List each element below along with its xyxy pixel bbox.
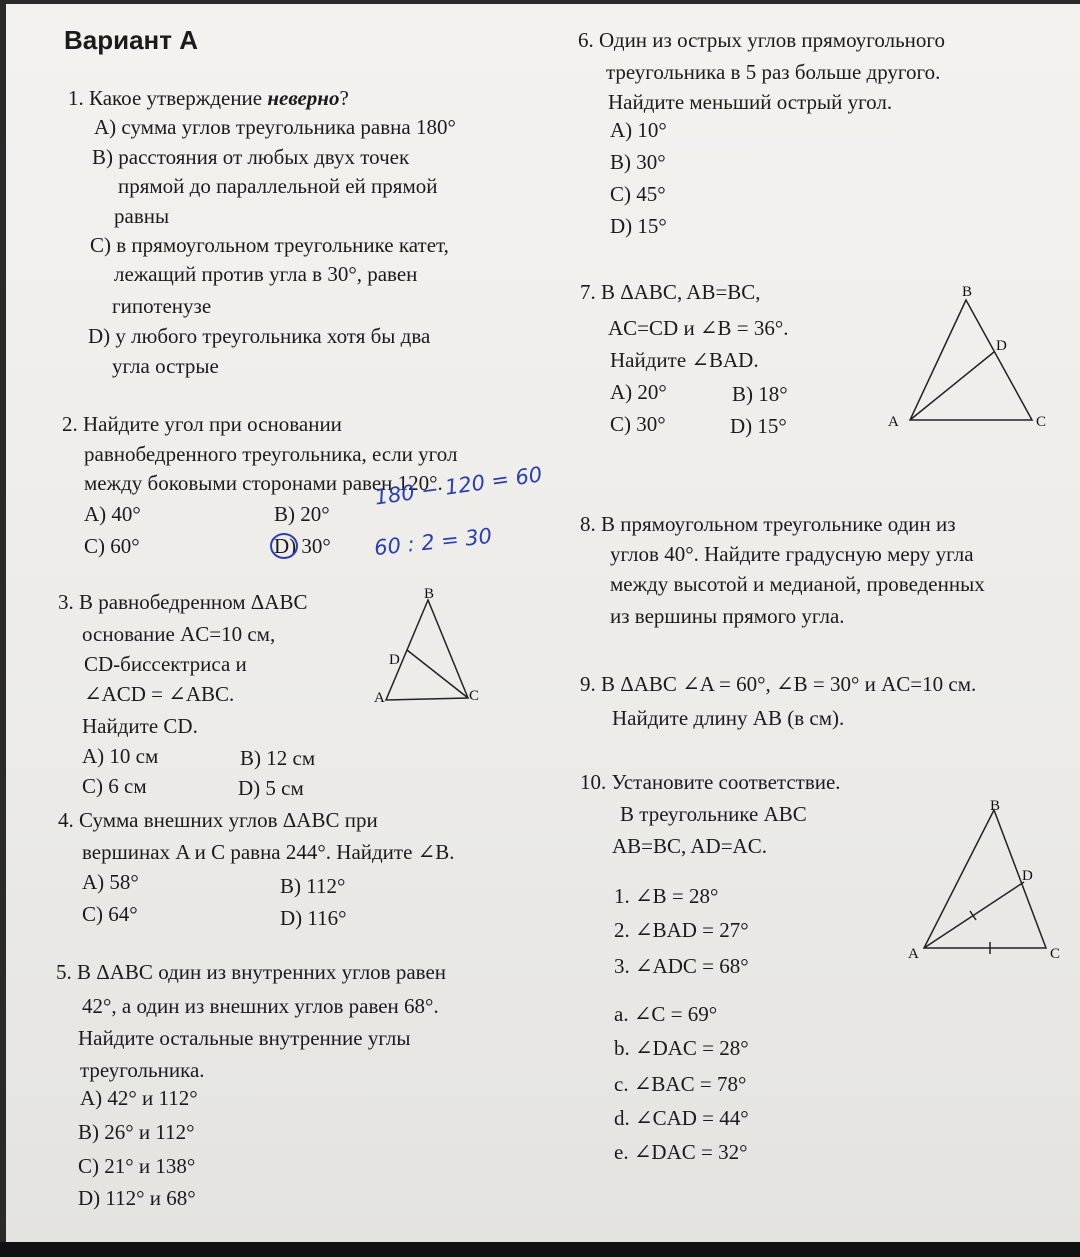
bottom-edge [0,1242,1080,1257]
q10-item-1: 1. ∠B = 28° [614,884,719,908]
q4-option-a: A) 58° [82,870,139,894]
q1-option-d-line2: угла острые [112,354,219,378]
q8-line1: 8. В прямоугольном треугольнике один из [580,512,956,536]
q2-line1: 2. Найдите угол при основании [62,412,342,436]
q3-option-b: B) 12 см [240,746,316,770]
q10-option-a: a. ∠C = 69° [614,1002,718,1026]
q3-label-a: A [374,690,385,706]
q10-item-2: 2. ∠BAD = 27° [614,918,749,942]
q10-option-b: b. ∠DAC = 28° [614,1036,749,1060]
q10-option-e: e. ∠DAC = 32° [614,1140,748,1164]
q2-option-b: B) 20° [274,502,330,526]
q1-option-a: A) сумма углов треугольника равна 180° [94,115,456,139]
q6-option-b: B) 30° [610,150,666,174]
q1-option-c-line3: гипотенузе [112,294,212,318]
q5-option-c: C) 21° и 138° [78,1154,196,1178]
q6-line3: Найдите меньший острый угол. [608,90,893,114]
q7-triangle-figure [882,280,1062,440]
q5-line1: 5. В ΔABC один из внутренних углов равен [56,960,447,984]
q5-option-b: B) 26° и 112° [78,1120,195,1144]
q10-triangle-figure [902,796,1072,966]
q6-line1: 6. Один из острых углов прямоугольного [578,28,945,52]
q3-line3: CD-биссектриса и [84,652,247,676]
q3-triangle-figure [372,584,492,709]
q8-line4: из вершины прямого угла. [610,604,845,628]
q2-handwriting-line2: 60 : 2 = 30 [373,523,494,561]
q3-line1: 3. В равнобедренном ΔABC [58,590,308,614]
q7-option-b: B) 18° [732,382,788,406]
q3-line4: ∠ACD = ∠ABC. [84,682,235,706]
q2-option-a: A) 40° [84,502,141,526]
q7-label-b: B [962,284,973,300]
q7-line1: 7. В ΔABC, AB=BC, [580,280,761,304]
q10-line3: AB=BC, AD=AC. [612,834,767,858]
q4-option-d: D) 116° [280,906,347,930]
q2-line2: равнобедренного треугольника, если угол [84,442,458,466]
q1-option-b-line1: B) расстояния от любых двух точек [92,145,410,169]
q2-line3: между боковыми сторонами равен 120°. [84,471,443,495]
q10-label-b: B [990,798,1001,814]
q1-option-b-line2: прямой до параллельной ей прямой [118,174,438,198]
q7-label-c: C [1036,414,1047,430]
q2-handwriting-line1: 180 − 120 = 60 [373,462,544,510]
q10-label-a: A [908,946,919,962]
q7-line3: Найдите ∠BAD. [610,348,759,372]
q7-label-a: A [888,414,899,430]
q7-option-d: D) 15° [730,414,787,438]
q3-label-d: D [389,652,400,668]
q4-option-c: C) 64° [82,902,138,926]
q10-label-d: D [1022,868,1033,884]
q1-option-c-line1: C) в прямоугольном треугольнике катет, [90,233,449,257]
q3-line2: основание AC=10 см, [82,622,276,646]
q6-option-a: A) 10° [610,118,667,142]
q3-option-a: A) 10 см [82,744,159,768]
worksheet-page [6,4,1080,1242]
q10-item-3: 3. ∠ADC = 68° [614,954,749,978]
q7-option-a: A) 20° [610,380,667,404]
q1-option-c-line2: лежащий против угла в 30°, равен [114,262,418,286]
q10-line2: В треугольнике ABC [620,802,807,826]
q2-option-c: C) 60° [84,534,140,558]
q5-option-a: A) 42° и 112° [80,1086,198,1110]
q5-line4: треугольника. [80,1058,205,1082]
q3-line5: Найдите CD. [82,714,198,738]
q7-label-d: D [996,338,1007,354]
q10-line1: 10. Установите соответствие. [580,770,841,794]
page-title: Вариант А [64,25,198,55]
q1-option-b-line3: равны [114,204,170,228]
q4-line2: вершинах A и C равна 244°. Найдите ∠B. [82,840,455,864]
q9-line1: 9. В ΔABC ∠A = 60°, ∠B = 30° и AC=10 см. [580,672,977,696]
q3-label-b: B [424,586,435,602]
q8-line3: между высотой и медианой, проведенных [610,572,985,596]
q9-line2: Найдите длину AB (в см). [612,706,845,730]
q10-option-c: c. ∠BAC = 78° [614,1072,747,1096]
q8-line2: углов 40°. Найдите градусную меру угла [610,542,974,566]
q4-line1: 4. Сумма внешних углов ΔABC при [58,808,378,832]
q3-option-c: C) 6 см [82,774,147,798]
q5-line3: Найдите остальные внутренние углы [78,1026,411,1050]
q6-option-c: C) 45° [610,182,666,206]
q1-question: 1. Какое утверждение неверно? [68,86,349,110]
q6-line2: треугольника в 5 раз больше другого. [606,60,941,84]
q5-line2: 42°, а один из внешних углов равен 68°. [82,994,439,1018]
q2-answer-circle [268,530,304,562]
q4-option-b: B) 112° [280,874,346,898]
q7-line2: AC=CD и ∠B = 36°. [608,316,789,340]
q1-option-d-line1: D) у любого треугольника хотя бы два [88,324,431,348]
q10-option-d: d. ∠CAD = 44° [614,1106,749,1130]
q3-option-d: D) 5 см [238,776,304,800]
q10-label-c: C [1050,946,1061,962]
q2-option-d: D) 30° [274,534,331,558]
q3-label-c: C [469,688,480,704]
q5-option-d: D) 112° и 68° [78,1186,196,1210]
q6-option-d: D) 15° [610,214,667,238]
q7-option-c: C) 30° [610,412,666,436]
